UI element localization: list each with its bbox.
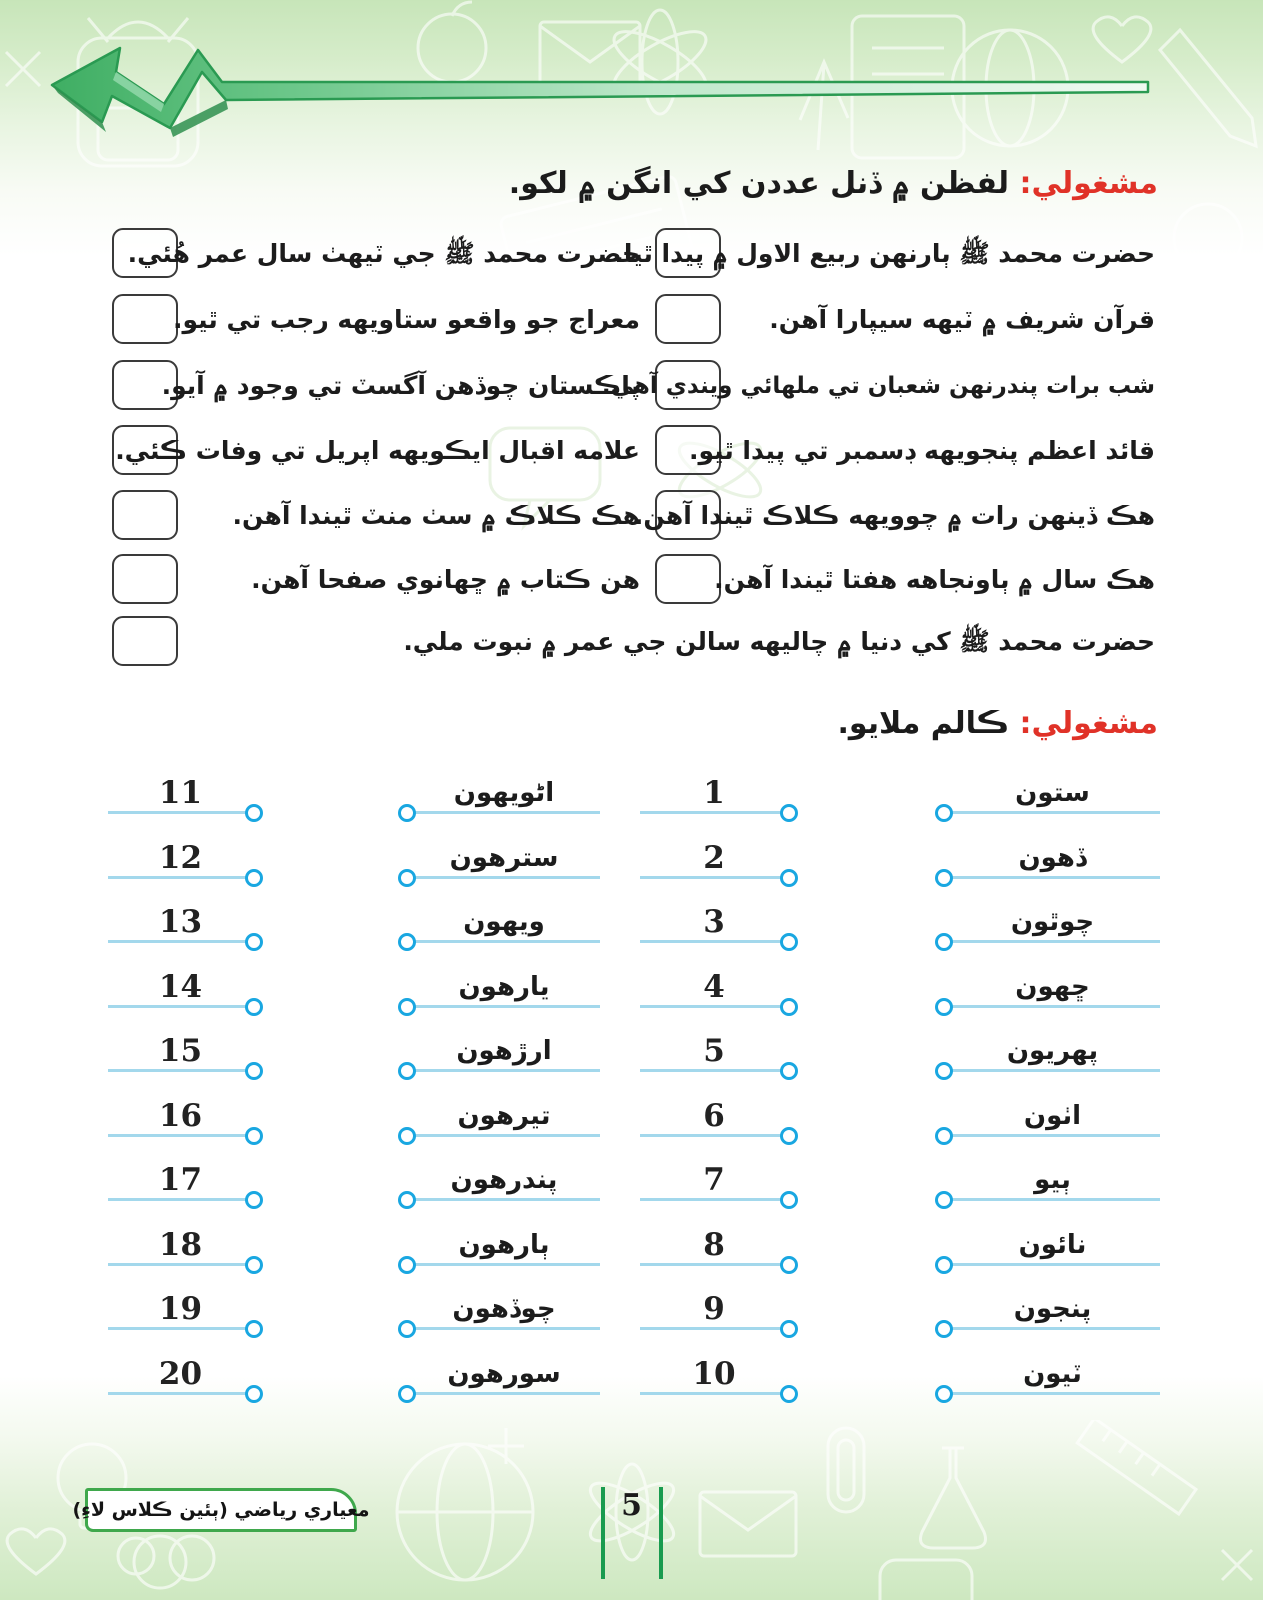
- sentence: حضرت محمد ﷺ کي دنيا ۾ چاليهه سالن جي عمر ۾ نبوت ملي.: [403, 627, 1155, 656]
- match-line: [945, 1134, 1160, 1137]
- match-word: پندرهون: [450, 1165, 558, 1195]
- match-number: 11: [158, 775, 203, 811]
- match-number: 14: [158, 969, 203, 1005]
- activity1-row: [0, 425, 1263, 481]
- activity1-heading-text: لفظن ۾ ڏنل عددن کي انگن ۾ لکو.: [508, 166, 1010, 201]
- envelope-icon: [700, 1492, 796, 1556]
- match-dot[interactable]: [935, 1385, 953, 1403]
- match-dot[interactable]: [245, 1191, 263, 1209]
- match-dot[interactable]: [398, 933, 416, 951]
- match-dot[interactable]: [245, 1127, 263, 1145]
- match-line: [945, 876, 1160, 879]
- activity1-row: [0, 228, 1263, 284]
- match-line: [408, 940, 600, 943]
- activity2-heading: [838, 706, 1158, 741]
- match-dot[interactable]: [398, 1256, 416, 1274]
- match-word: چوٿون: [1010, 907, 1095, 937]
- match-word: پنجون: [1013, 1294, 1092, 1324]
- match-dot[interactable]: [935, 1320, 953, 1338]
- match-line: [640, 1134, 788, 1137]
- match-dot[interactable]: [935, 933, 953, 951]
- match-word: ٽيون: [1023, 1359, 1082, 1389]
- match-line: [640, 940, 788, 943]
- match-number: 4: [703, 969, 725, 1005]
- apple-icon: [418, 2, 486, 82]
- match-number: 6: [703, 1098, 725, 1134]
- match-dot[interactable]: [780, 1191, 798, 1209]
- match-number: 20: [158, 1356, 203, 1392]
- sentence: هڪ ڏينهن رات ۾ چوويهه ڪلاڪ ٿيندا آهن.: [633, 501, 1155, 530]
- arrow-doodle-icon: [800, 62, 848, 150]
- activity1-row: [0, 294, 1263, 350]
- match-line: [408, 1392, 600, 1395]
- match-dot[interactable]: [935, 869, 953, 887]
- match-word: اٺون: [1023, 1101, 1082, 1131]
- match-line: [108, 1392, 253, 1395]
- match-dot[interactable]: [245, 804, 263, 822]
- match-dot[interactable]: [780, 1127, 798, 1145]
- match-number: 10: [692, 1356, 736, 1392]
- match-line: [640, 1005, 788, 1008]
- sentence: هن ڪتاب ۾ ڇهانوي صفحا آهن.: [251, 565, 640, 594]
- match-dot[interactable]: [245, 1062, 263, 1080]
- match-line: [945, 1005, 1160, 1008]
- match-dot[interactable]: [398, 1127, 416, 1145]
- answer-box[interactable]: [655, 554, 721, 604]
- heart-icon: [1093, 17, 1151, 62]
- answer-box[interactable]: [112, 554, 178, 604]
- sentence: هڪ ڪلاڪ ۾ سٺ منٽ ٿيندا آهن.: [232, 501, 640, 530]
- match-line: [408, 1134, 600, 1137]
- activity2-heading-text: ڪالم ملايو.: [837, 706, 1010, 741]
- match-word: سورهون: [447, 1359, 561, 1389]
- match-line: [640, 1198, 788, 1201]
- match-number: 1: [703, 775, 725, 811]
- ruler-icon: [1077, 1420, 1196, 1514]
- match-dot[interactable]: [245, 933, 263, 951]
- match-line: [408, 1198, 600, 1201]
- match-line: [108, 811, 253, 814]
- sentence: شب برات پندرنهن شعبان تي ملهائي ويندي آهي.: [601, 373, 1155, 399]
- match-dot[interactable]: [935, 998, 953, 1016]
- match-dot[interactable]: [935, 804, 953, 822]
- match-dot[interactable]: [245, 1320, 263, 1338]
- page-number: 5: [621, 1488, 642, 1523]
- match-dot[interactable]: [780, 1256, 798, 1274]
- atom-icon: [606, 10, 714, 114]
- cross-icon: [1222, 1550, 1252, 1580]
- match-number: 17: [158, 1162, 203, 1198]
- match-line: [945, 1392, 1160, 1395]
- match-number: 5: [703, 1033, 725, 1069]
- match-number: 2: [703, 840, 725, 876]
- cross-icon: [6, 52, 40, 86]
- speech-bubble-icon: [880, 1560, 972, 1600]
- sentence: پاڪستان چوڏهن آگسٽ تي وجود ۾ آيو.: [161, 371, 640, 400]
- match-word: ارڙهون: [456, 1036, 552, 1066]
- answer-box[interactable]: [112, 294, 178, 344]
- match-dot[interactable]: [398, 1320, 416, 1338]
- sentence: قرآن شريف ۾ ٽيهه سيپارا آهن.: [769, 305, 1155, 334]
- sentence: علامه اقبال ايڪويهه اپريل تي وفات ڪئي.: [115, 436, 640, 465]
- answer-box[interactable]: [112, 490, 178, 540]
- match-word: ستون: [1015, 778, 1090, 808]
- match-dot[interactable]: [935, 1127, 953, 1145]
- match-dot[interactable]: [780, 804, 798, 822]
- match-word: سترهون: [449, 843, 559, 873]
- match-dot[interactable]: [780, 933, 798, 951]
- match-line: [108, 1263, 253, 1266]
- match-dot[interactable]: [935, 1191, 953, 1209]
- sentence: قائد اعظم پنجويهه ڊسمبر تي پيدا ٿيو.: [688, 436, 1155, 465]
- activity1-row: [0, 616, 1263, 672]
- match-number: 15: [158, 1033, 203, 1069]
- match-line: [945, 940, 1160, 943]
- match-dot[interactable]: [245, 998, 263, 1016]
- match-dot[interactable]: [780, 1385, 798, 1403]
- paperclip-icon: [828, 1428, 864, 1512]
- answer-box[interactable]: [112, 616, 178, 666]
- match-dot[interactable]: [780, 1320, 798, 1338]
- match-line: [945, 1327, 1160, 1330]
- match-dot[interactable]: [245, 869, 263, 887]
- match-number: 3: [703, 904, 725, 940]
- sentence: حضرت محمد ﷺ ٻارنهن ربيع الاول ۾ پيدا ٿيا.: [614, 239, 1155, 268]
- pencil-icon: [1160, 30, 1256, 146]
- match-number: 13: [158, 904, 203, 940]
- match-dot[interactable]: [398, 869, 416, 887]
- match-line: [640, 1327, 788, 1330]
- backpack-icon: [78, 18, 198, 166]
- flask-icon: [921, 1448, 986, 1548]
- match-line: [408, 876, 600, 879]
- match-number: 7: [703, 1162, 725, 1198]
- match-number: 12: [158, 840, 203, 876]
- match-word: اڻويهون: [453, 778, 555, 808]
- match-dot[interactable]: [935, 1256, 953, 1274]
- match-line: [408, 1327, 600, 1330]
- match-word: ڏهون: [1018, 843, 1087, 873]
- match-line: [640, 811, 788, 814]
- match-line: [108, 1005, 253, 1008]
- match-line: [108, 1069, 253, 1072]
- match-dot[interactable]: [780, 998, 798, 1016]
- match-line: [108, 876, 253, 879]
- match-number: 8: [703, 1227, 725, 1263]
- match-word: چوڏهون: [452, 1294, 556, 1324]
- activity1-row: [0, 360, 1263, 416]
- match-dot[interactable]: [780, 869, 798, 887]
- match-line: [945, 1069, 1160, 1072]
- activity1-row: [0, 554, 1263, 610]
- match-line: [408, 1005, 600, 1008]
- match-word: ٻيو: [1034, 1165, 1071, 1195]
- match-line: [945, 811, 1160, 814]
- scribble-icon: [118, 1536, 214, 1588]
- match-word: يارهون: [458, 972, 550, 1002]
- match-line: [108, 1198, 253, 1201]
- globe-icon: [952, 30, 1068, 146]
- match-dot[interactable]: [245, 1385, 263, 1403]
- match-dot[interactable]: [398, 998, 416, 1016]
- match-line: [640, 1069, 788, 1072]
- sentence: حضرت محمد ﷺ جي ٽيهٺ سال عمر هُئي.: [127, 239, 640, 268]
- match-dot[interactable]: [245, 1256, 263, 1274]
- match-line: [945, 1263, 1160, 1266]
- match-line: [640, 876, 788, 879]
- match-word: ويهون: [463, 907, 545, 937]
- book-title-box: [72, 1488, 370, 1532]
- match-number: 9: [703, 1291, 725, 1327]
- match-dot[interactable]: [935, 1062, 953, 1080]
- activity1-heading: [509, 166, 1158, 201]
- match-number: 18: [158, 1227, 203, 1263]
- sentence: معراج جو واقعو ستاويهه رجب تي ٿيو.: [173, 305, 640, 334]
- match-dot[interactable]: [398, 804, 416, 822]
- globe-icon: [397, 1444, 533, 1580]
- match-word: پهريون: [1006, 1036, 1099, 1066]
- match-line: [108, 1327, 253, 1330]
- match-line: [408, 811, 600, 814]
- activity1-row: [0, 490, 1263, 546]
- plus-icon: [488, 1428, 524, 1464]
- match-line: [408, 1069, 600, 1072]
- notebook-icon: [852, 16, 964, 158]
- match-word: ڇهون: [1015, 972, 1090, 1002]
- heart-icon: [7, 1529, 65, 1574]
- match-line: [108, 940, 253, 943]
- match-number: 16: [158, 1098, 203, 1134]
- match-dot[interactable]: [780, 1062, 798, 1080]
- green-arrow-graphic: [40, 30, 1190, 160]
- answer-box[interactable]: [655, 294, 721, 344]
- match-dot[interactable]: [398, 1191, 416, 1209]
- match-word: ٻارهون: [458, 1230, 550, 1260]
- match-line: [640, 1263, 788, 1266]
- match-line: [640, 1392, 788, 1395]
- match-line: [108, 1134, 253, 1137]
- book-title: معياري رياضي (ٻئين ڪلاس لاءِ): [72, 1499, 370, 1521]
- match-word: نائون: [1018, 1230, 1087, 1260]
- match-word: تيرهون: [457, 1101, 551, 1131]
- match-dot[interactable]: [398, 1385, 416, 1403]
- match-line: [945, 1198, 1160, 1201]
- activity2-heading-label: مشغولي:: [1019, 706, 1158, 741]
- activity1-heading-label: مشغولي:: [1019, 166, 1158, 201]
- match-number: 19: [158, 1291, 203, 1327]
- sentence: هڪ سال ۾ ٻاونجاهه هفتا ٿيندا آهن.: [714, 565, 1155, 594]
- match-dot[interactable]: [398, 1062, 416, 1080]
- envelope-icon: [540, 22, 640, 90]
- match-line: [408, 1263, 600, 1266]
